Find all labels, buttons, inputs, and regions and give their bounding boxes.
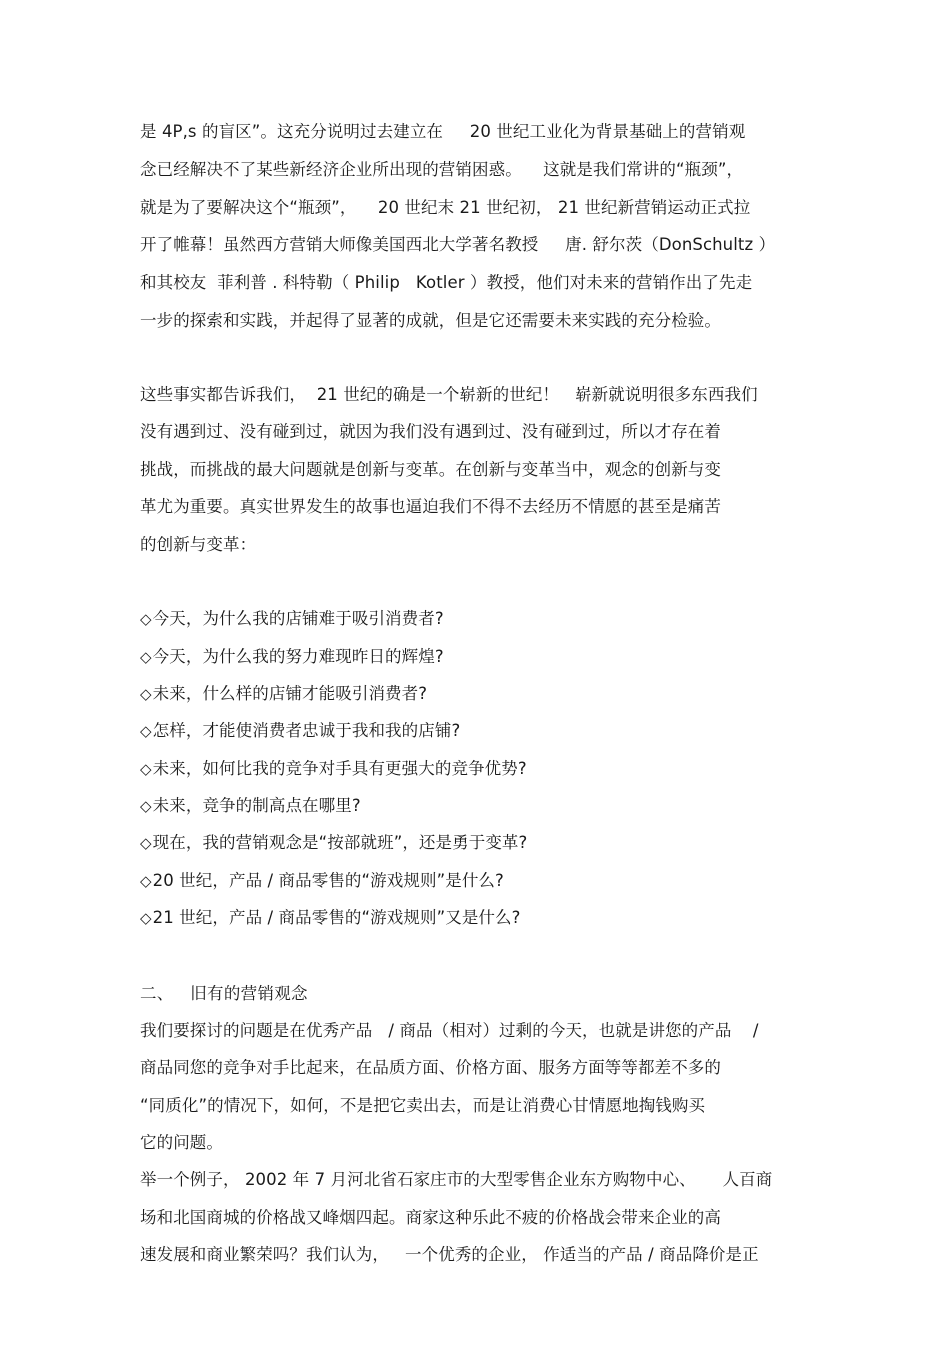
question-item <box>140 683 820 705</box>
paragraph-1-line: 是 4P,s 的盲区”。这充分说明过去建立在 20 世纪工业化为背景基础上的营销观 <box>140 122 746 141</box>
paragraph-2-line: 挑战，而挑战的最大问题就是创新与变革。在创新与变革当中，观念的创新与变 <box>140 460 721 479</box>
question-item <box>140 832 820 854</box>
paragraph-3-line: 它的问题。 <box>140 1133 223 1152</box>
section-heading: 二、 旧有的营销观念 <box>140 984 308 1003</box>
paragraph-1-line: 一步的探索和实践，并起得了显著的成就，但是它还需要未来实践的充分检验。 <box>140 311 721 330</box>
paragraph-4-line: 举一个例子， 2002 年 7 月河北省石家庄市的大型零售企业东方购物中心、 人百商 <box>140 1170 773 1189</box>
paragraph-1-line: 就是为了要解决这个“瓶颈”， 20 世纪末 21 世纪初， 21 世纪新营销运动正式拉 <box>140 198 751 217</box>
diamond-bullet-icon: ◇ <box>140 909 152 927</box>
question-text: 今天，为什么我的努力难现昨日的辉煌? <box>152 647 444 666</box>
diamond-bullet-icon: ◇ <box>140 760 152 778</box>
question-text: 未来，竞争的制高点在哪里? <box>152 796 361 815</box>
question-item <box>140 795 820 817</box>
paragraph-2-line: 的创新与变革： <box>140 535 257 554</box>
diamond-bullet-icon: ◇ <box>140 797 152 815</box>
question-item <box>140 870 820 892</box>
paragraph-3-line: “同质化”的情况下，如何，不是把它卖出去，而是让消费心甘情愿地掏钱购买 <box>140 1096 706 1115</box>
paragraph-2-line: 革尤为重要。真实世界发生的故事也逼迫我们不得不去经历不情愿的甚至是痛苦 <box>140 497 721 516</box>
question-text: 20 世纪，产品 / 商品零售的“游戏规则”是什么? <box>152 871 504 890</box>
question-text: 未来，什么样的店铺才能吸引消费者? <box>152 684 428 703</box>
question-text: 21 世纪，产品 / 商品零售的“游戏规则”又是什么? <box>152 908 521 927</box>
question-item <box>140 720 820 742</box>
paragraph-4-line: 速发展和商业繁荣吗？我们认为， 一个优秀的企业， 作适当的产品 / 商品降价是正 <box>140 1245 759 1264</box>
question-item <box>140 758 820 780</box>
paragraph-1-line: 念已经解决不了某些新经济企业所出现的营销困惑。 这就是我们常讲的“瓶颈”， <box>140 160 744 179</box>
question-text: 现在，我的营销观念是“按部就班”，还是勇于变革? <box>152 833 528 852</box>
question-item <box>140 646 820 668</box>
paragraph-2-line: 这些事实都告诉我们， 21 世纪的确是一个崭新的世纪！ 崭新就说明很多东西我们 <box>140 385 758 404</box>
question-text: 今天，为什么我的店铺难于吸引消费者? <box>152 609 444 628</box>
paragraph-1-line: 和其校友 菲利普 . 科特勒（ Philip Kotler ）教授，他们对未来的营销作出了先走 <box>140 273 753 292</box>
paragraph-1-line: 开了帷幕！虽然西方营销大师像美国西北大学著名教授 唐. 舒尔茨（DonSchultz ） <box>140 235 776 254</box>
diamond-bullet-icon: ◇ <box>140 722 152 740</box>
paragraph-3-line: 我们要探讨的问题是在优秀产品 / 商品（相对）过剩的今天，也就是讲您的产品 / <box>140 1021 759 1040</box>
diamond-bullet-icon: ◇ <box>140 872 152 890</box>
question-text: 未来，如何比我的竞争对手具有更强大的竞争优势? <box>152 759 527 778</box>
paragraph-2-line: 没有遇到过、没有碰到过，就因为我们没有遇到过、没有碰到过，所以才存在着 <box>140 422 721 441</box>
diamond-bullet-icon: ◇ <box>140 648 152 666</box>
diamond-bullet-icon: ◇ <box>140 685 152 703</box>
question-item <box>140 608 820 630</box>
diamond-bullet-icon: ◇ <box>140 834 152 852</box>
paragraph-3-line: 商品同您的竞争对手比起来，在品质方面、价格方面、服务方面等等都差不多的 <box>140 1058 721 1077</box>
paragraph-4-line: 场和北国商城的价格战又峰烟四起。商家这种乐此不疲的价格战会带来企业的高 <box>140 1208 721 1227</box>
question-item <box>140 907 820 929</box>
question-text: 怎样，才能使消费者忠诚于我和我的店铺? <box>152 721 461 740</box>
diamond-bullet-icon: ◇ <box>140 610 152 628</box>
